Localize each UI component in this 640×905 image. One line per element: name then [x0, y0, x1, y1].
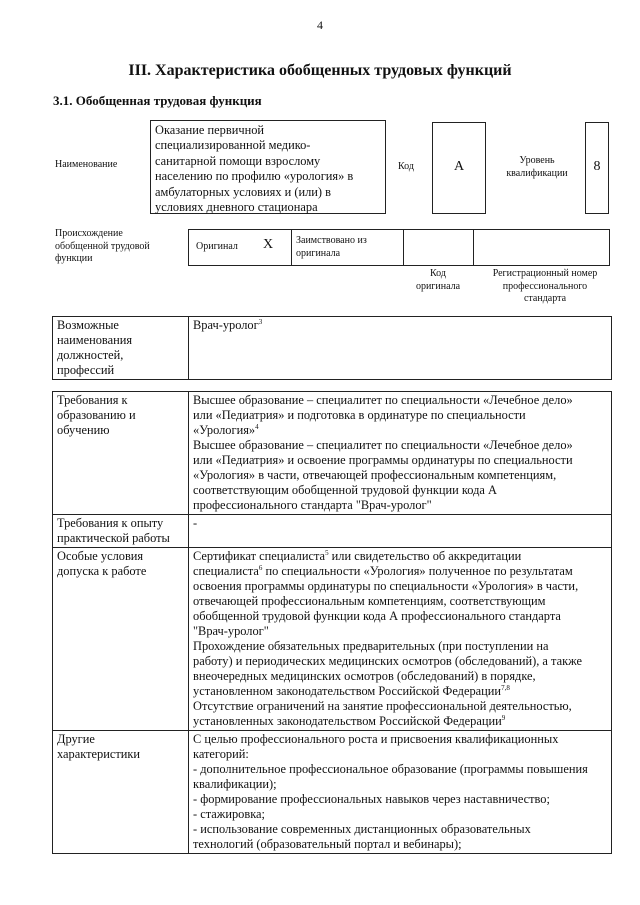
- experience-label: Требования к опыту практической работы: [53, 515, 189, 548]
- footnote-marker: 5: [325, 548, 329, 557]
- requirements-table: [52, 391, 612, 854]
- footnote-marker: 7,8: [501, 683, 510, 692]
- footnote-marker: 9: [501, 713, 506, 722]
- code-value: А: [453, 159, 465, 174]
- origin-divider-3: [473, 229, 474, 266]
- table-row: [53, 515, 612, 548]
- table-row: [53, 317, 612, 380]
- positions-table: [52, 316, 612, 380]
- code-label: Код: [398, 161, 414, 172]
- footnote-marker: 3: [258, 317, 263, 326]
- original-mark: X: [263, 237, 274, 252]
- name-box: [150, 120, 386, 214]
- origin-label: Происхождение обобщенной трудовой функции: [55, 228, 150, 264]
- name-label: Наименование: [55, 159, 118, 170]
- level-box: [585, 122, 609, 214]
- positions-value: Врач-уролог$^3$: [189, 317, 612, 380]
- original-label: Оригинал: [196, 241, 238, 252]
- experience-value: -: [189, 515, 612, 548]
- footnote-marker: 4: [255, 422, 259, 431]
- other-value: С целью профессионального роста и присвоения квалификационных категорий: - дополнительное профессиональное образование (программы повышения квалификации); - формирование профессиональных навыков через наставничество; - стажировка; - использование современных дистанционных образовательных технологий (образовательный портал и вебинары);: [189, 731, 612, 854]
- code-box: [432, 122, 486, 214]
- level-label: Уровень квалификации: [506, 155, 568, 179]
- admission-label: Особые условия допуска к работе: [53, 548, 189, 731]
- name-text: Оказание первичной специализированной медико- санитарной помощи взрослому населению по профилю «урология» в амбулаторных условиях и (или) в условиях дневного стационара: [155, 123, 354, 214]
- education-value: Высшее образование – специалитет по специальности «Лечебное дело» или «Педиатрия» и подготовка в ординатуре по специальности «Урология»$^4$ Высшее образование – специалитет по специальности «Лечебное дело» или «Педиатрия» и освоение программы ординатуры по специальности «Урология» в части, отвечающей профессиональным компетенциям, соответствующим обобщенной трудовой функции кода А профессионального стандарта "Врач-уролог": [189, 392, 612, 515]
- table-row: [53, 392, 612, 515]
- origin-divider-1: [291, 229, 292, 266]
- admission-value: Сертификат специалиста$^5$ или свидетельство об аккредитации специалиста$^6$ по специальности «Урология» полученное по результатам освоения программы ординатуры по специальности «Урология» в части, отвечающей профессиональным компетенциям, соответствующим обобщенной трудовой функции кода А профессионального стандарта "Врач-уролог" Прохождение обязательных предварительных (при поступлении на работу) и периодических медицинских осмотров (обследований), а также внеочередных медицинских осмотров (обследований) в порядке, установленном законодательством Российской Федерации$^{7,8}$ Отсутствие ограничений на занятие профессиональной деятельностью, установленных законодательством Российской Федерации$^9$: [189, 548, 612, 731]
- education-label: Требования к образованию и обучению: [53, 392, 189, 515]
- positions-label: Возможные наименования должностей, профессий: [53, 317, 189, 380]
- other-label: Другие характеристики: [53, 731, 189, 854]
- table-row: [53, 548, 612, 731]
- subsection-title: 3.1. Обобщенная трудовая функция: [53, 93, 262, 108]
- table-row: [53, 731, 612, 854]
- section-title: III. Характеристика обобщенных трудовых функций: [128, 62, 512, 79]
- page-number: 4: [317, 18, 323, 32]
- level-value: 8: [593, 159, 601, 174]
- origin-divider-2: [403, 229, 404, 266]
- code-original-caption: Код оригинала: [415, 268, 461, 292]
- borrowed-label: Заимствовано из оригинала: [296, 235, 367, 259]
- reg-number-caption: Регистрационный номер профессионального стандарта: [492, 268, 598, 304]
- origin-box: [188, 229, 610, 266]
- footnote-marker: 6: [258, 563, 263, 572]
